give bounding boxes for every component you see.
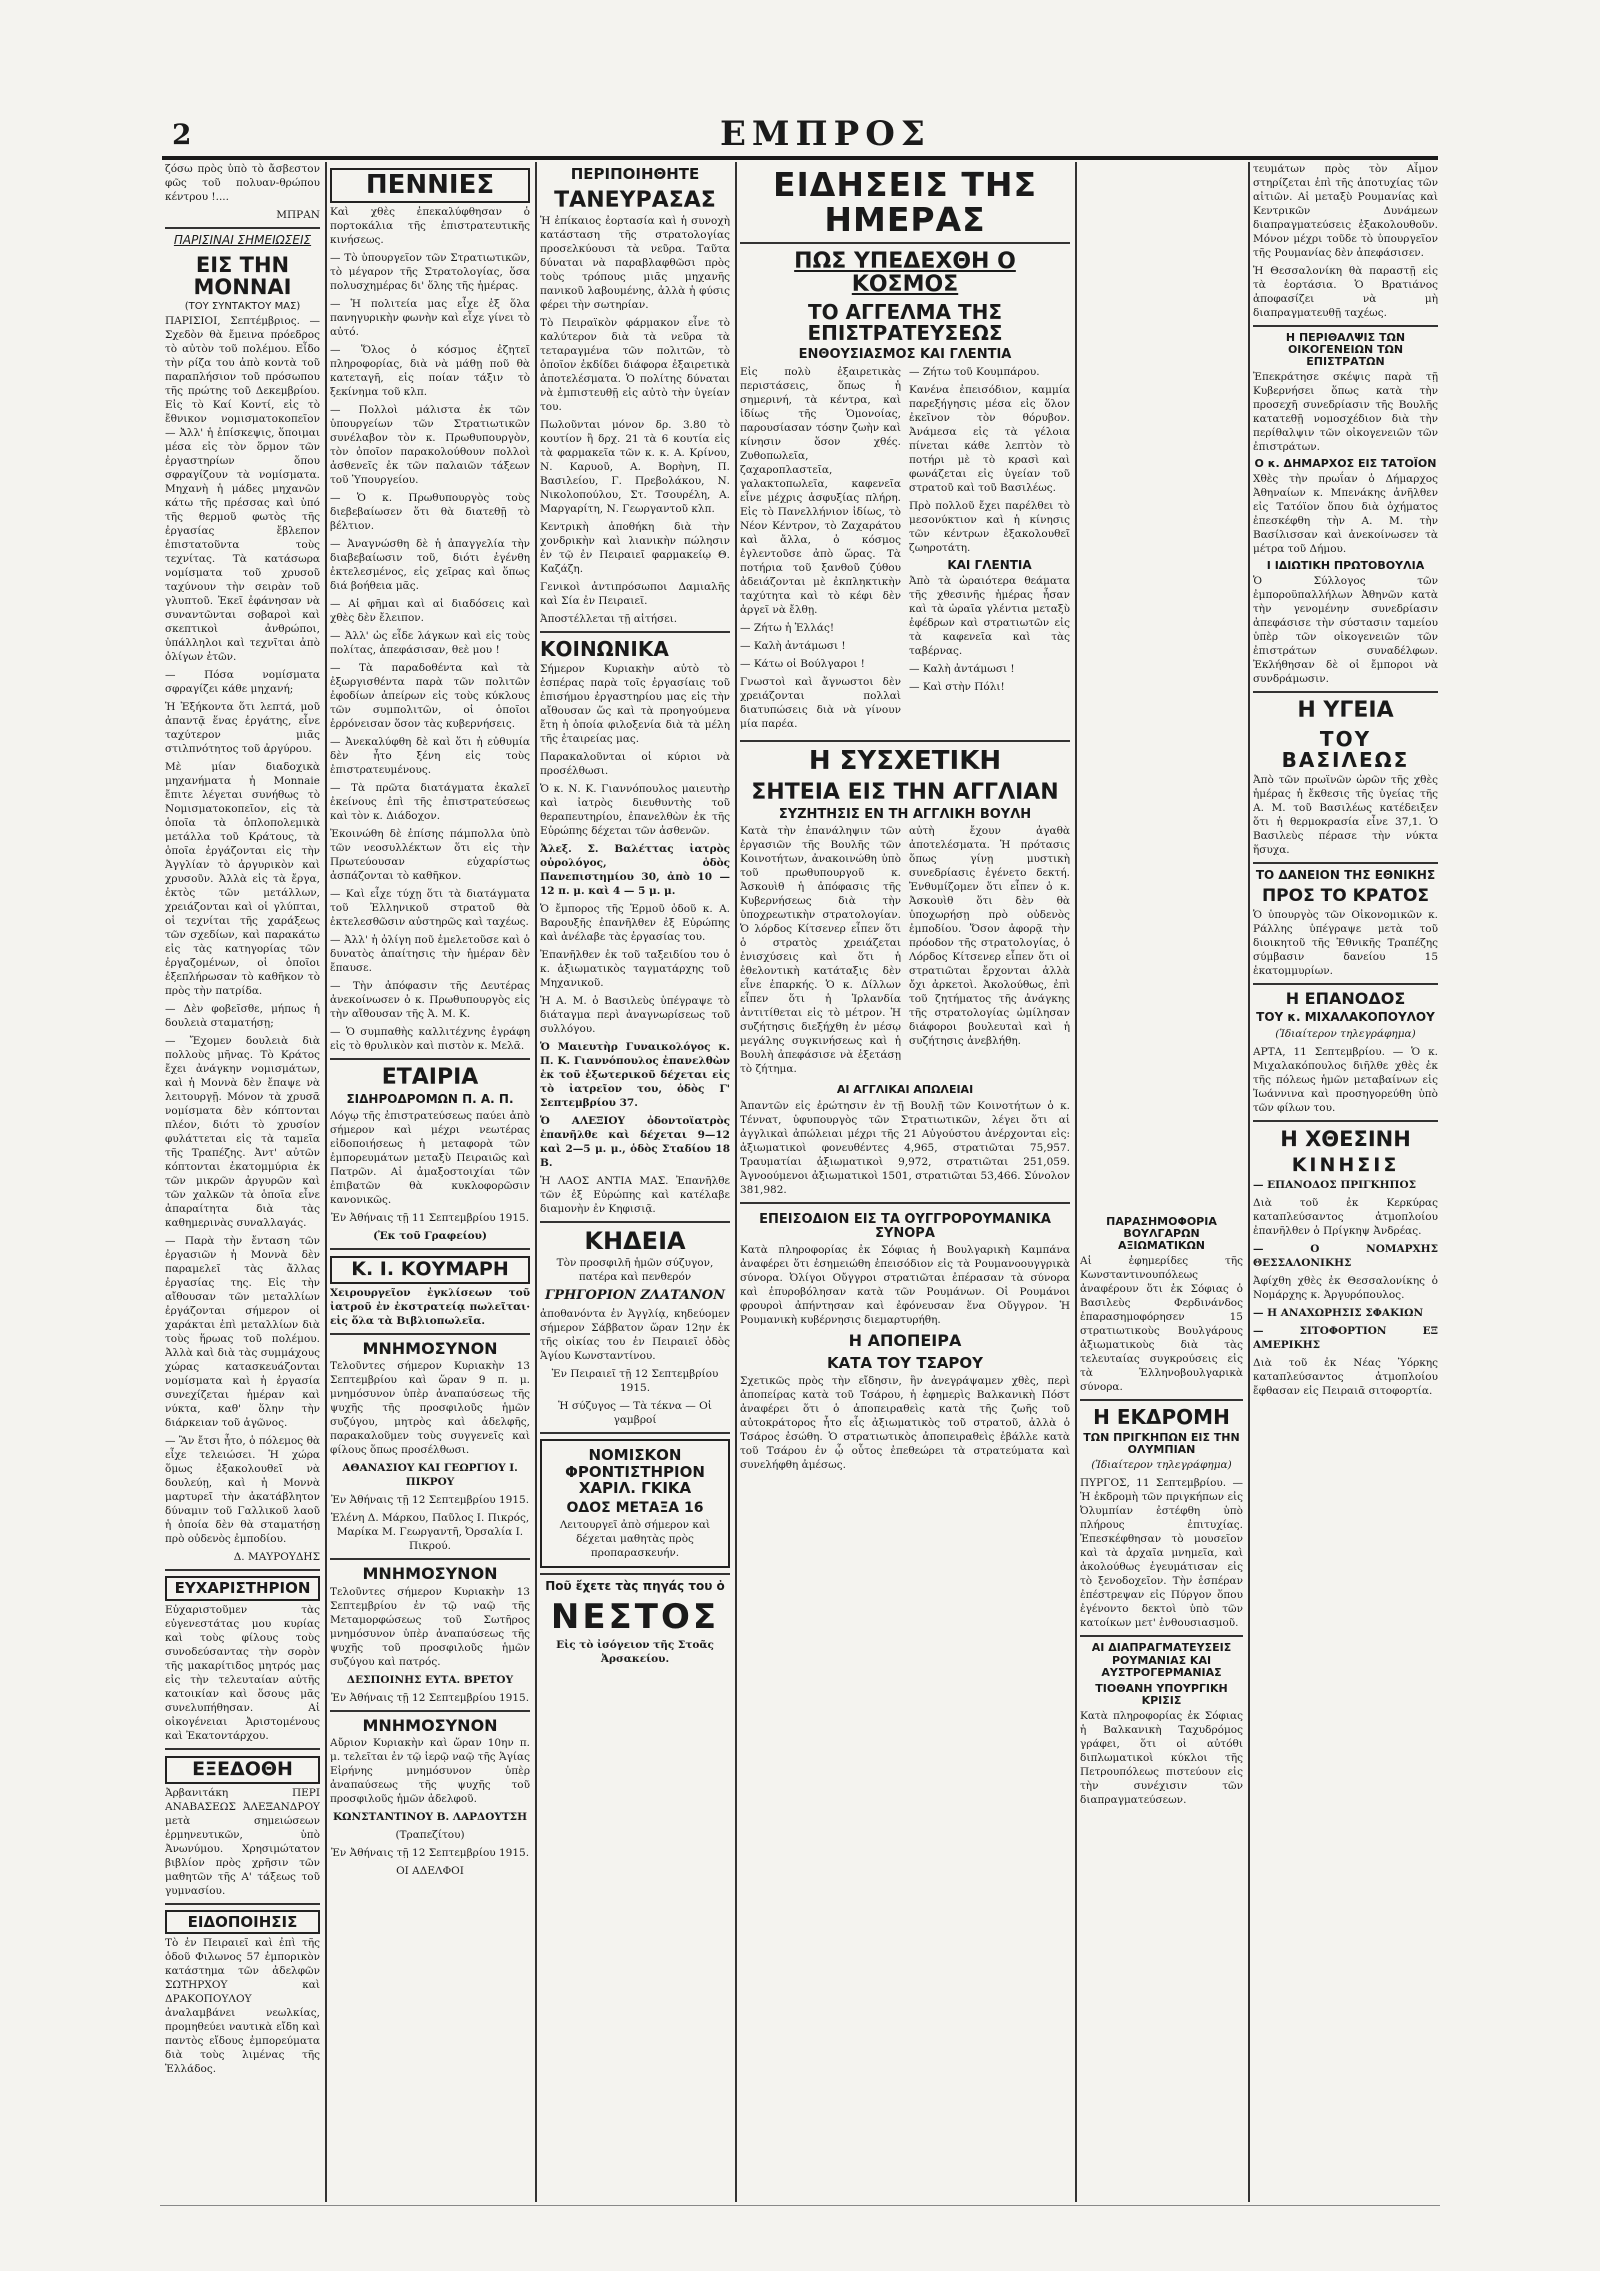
sub-headline: Ο κ. ΔΗΜΑΡΧΟΣ ΕΙΣ ΤΑΤΟΪΟΝ — [1254, 457, 1437, 471]
notice-title: ΕΙΔΟΠΟΙΗΣΙΣ — [165, 1910, 320, 1935]
article-body: Κατὰ πληροφορίας ἐκ Σόφιας ἡ Βουλγαρικὴ Καμπάνα ἀναφέρει ὅτι ἐσημειώθη ἐπεισόδιον εἰς τὰ Ρουμανοουγγρικὰ σύνορα. Ὀλίγοι Οὔγγροι στρατιῶται ἐπέρασαν τὰ σύνορα καὶ ἐπυροβόλησαν κατὰ τῶν Ρουμάνων. Οἱ Ρουμάνοι φρουροὶ ἀπήντησαν καὶ ἐφόνευσαν ἕνα Οὔγγρον. Ἡ Ρουμανικὴ κυβέρνησις διεμαρτυρήθη. — [740, 1244, 1070, 1327]
sub-headline: ΠΡΟΣ ΤΟ ΚΡΑΤΟΣ — [1261, 885, 1430, 906]
article-body: — Αἱ φῆμαι καὶ αἱ διαδόσεις καὶ χθὲς δὲν ἔλειπον. — [330, 598, 530, 625]
article-body: ΑΡΤΑ, 11 Σεπτεμβρίου. — Ὁ κ. Μιχαλακόπουλος διῆλθε χθὲς ἐκ τῆς πόλεως ἡμῶν μεταβαίνων εἰς Ἰωάννινα καὶ προσηγορεύθη ὑπὸ τῶν φίλων του. — [1253, 1045, 1438, 1114]
article-body: — Ἡ πολιτεία μας εἶχε ἐξ ὅλα πανηγυρικὴν φωνὴν καὶ εἶχε γίνει τὸ αὐτό. — [330, 298, 530, 339]
sub-headline: ΤΩΝ ΠΡΙΓΚΗΠΩΝ ΕΙΣ ΤΗΝ ΟΛΥΜΠΙΑΝ — [1083, 1431, 1240, 1457]
sub-headline: Ι ΙΔΙΩΤΙΚΗ ΠΡΩΤΟΒΟΥΛΙΑ — [1266, 559, 1425, 573]
article-body: — Τὴν ἀπόφασιν τῆς Δευτέρας ἀνεκοίνωσεν ὁ κ. Πρωθυπουργὸς εἰς τὴν αἴθουσαν τῆς Ἀ. Μ. Κ. — [330, 980, 530, 1021]
column-rule — [1075, 162, 1077, 2202]
article-body: Ἐκοινώθη δὲ ἐπίσης πάμπολλα ὑπὸ τῶν νεοσυλλέκτων ὅτι εἰς τὴν Πρωτεύουσαν εὐχαρίστως ἀσπάζονται τὸ καθῆκον. — [330, 828, 530, 883]
sub-headline: Η ΠΕΡΙΘΑΛΨΙΣ ΤΩΝ ΟΙΚΟΓΕΝΕΙΩΝ ΤΩΝ ΕΠΙΣΤΡΑΤΩΝ — [1285, 331, 1406, 369]
item-title: — Ο ΝΟΜΑΡΧΗΣ ΘΕΣΣΑΛΟΝΙΚΗΣ — [1253, 1242, 1438, 1269]
sub-headline: ΚΑΙ ΓΛΕΝΤΙΑ — [947, 557, 1032, 572]
article-body: Αἱ ἐφημερίδες τῆς Κωνσταντινουπόλεως ἀναφέρουν ὅτι ἐκ Σόφιας ὁ Βασιλεὺς Φερδινάνδος ἐπαρασημοφόρησεν 15 στρατιωτικοὺς Βουλγάρους ἀξιωματικοὺς διὰ τὰς τελευταίας συγκρούσεις εἰς τὰ Ἑλληνοβουλγαρικὰ σύνορα. — [1080, 1255, 1243, 1394]
sub-headline: ΤΟΥ ΒΑΣΙΛΕΩΣ — [1281, 726, 1410, 772]
sub-headline: Η ΧΘΕΣΙΝΗ — [1280, 1126, 1411, 1151]
column-rule — [1248, 162, 1250, 2202]
sub-headline: ΤΟ ΔΑΝΕΙΟΝ ΤΗΣ ΕΘΝΙΚΗΣ — [1255, 867, 1436, 882]
notice-signature: ΟΙ ΑΔΕΛΦΟΙ — [396, 1865, 464, 1878]
ad-headline: ΤΑΝΕΥΡΑΣΑΣ — [554, 187, 716, 213]
article-body: — Ὅλος ὁ κόσμος ἐζητεῖ πληροφορίας, διὰ νὰ μάθῃ ποῦ θὰ κατεταγῆ, εἰς ποίαν τάξιν τὸ ξεκίνημα τοῦ κλπ. — [330, 344, 530, 399]
article-body: — Πολλοὶ μάλιστα ἐκ τῶν ὑπουργείων τῶν Στρατιωτικῶν συνέλαβον τὸν κ. Πρωθυπουργὸν, τὸν ὁποῖον παρακολούθουν πολλοὶ ἀσθενεῖς ἐκ τῶν παλαιῶν τάξεων τοῦ Ὑπουργείου. — [330, 404, 530, 487]
article-body: — Ὁ κ. Πρωθυπουργὸς τοὺς διεβεβαίωσεν ὅτι θὰ διατεθῇ τὸ βέλτιον. — [330, 492, 530, 533]
article-body: ΠΥΡΓΟΣ, 11 Σεπτεμβρίου. — Ἡ ἐκδρομὴ τῶν πριγκήπων εἰς Ὀλυμπίαν ἐστέφθη ὑπὸ πλήρους ἐπιτυχίας. Ἐπεσκέφθησαν τὸ μουσεῖον καὶ τὰ ἀρχαῖα μνημεῖα, καὶ ἀκολούθως ἐγευμάτισαν εἰς τὸ ξενοδοχεῖον. Τὴν ἑσπέραν ἐπέστρεψαν εἰς Πύργον ὅπου ἐγένοντο δεκτοὶ ὑπὸ τῶν κατοίκων μετ' ἐνθουσιασμοῦ. — [1080, 1477, 1243, 1630]
article-body: τευμάτων πρὸς τὸν Αἶμον στηρίζεται ἐπὶ τῆς ἀποτυχίας τῶν αἰτιῶν. Αἱ μεταξὺ Ρουμανίας καὶ Κεντρικῶν Δυνάμεων διαπραγματεύσεις ἐξακολουθοῦν. Μόνον μέχρι τοῦδε τὸ ὑπουργεῖον τῆς Ρουμανίας δὲν ἀπεφάσισεν. — [1253, 163, 1438, 259]
article-body: Κατὰ τὴν ἐπανάληψιν τῶν ἐργασιῶν τῆς Βουλῆς τῶν Κοινοτήτων, ἀνακοινώθη ὑπὸ τοῦ πρωθυπουργοῦ κ. Ἀσκουὶθ ἡ ἀπόφασις τῆς Κυβερνήσεως διὰ τὴν ὑποχρεωτικὴν στρατολογίαν. Ὁ λόρδος Κίτσενερ εἶπεν ὅτι ὁ στρατὸς χρειάζεται ἐνισχύσεις καὶ ὅτι ἡ ἐθελοντικὴ κατάταξις δὲν εἶνε ἐπαρκής. Ὁ κ. Δίλλων εἶπεν ὅτι ἡ Ἰρλανδία ἀντιτίθεται εἰς τὸ μέτρον. Ἡ συζήτησις διεξήχθη ἐν μέσῳ μεγάλης συγκινήσεως καὶ ἡ Βουλὴ ἀπεφάσισε νὰ ἐξετάσῃ τὸ ζήτημα. — [740, 825, 901, 1076]
article-body: — Ἀλλ' ὡς εἶδε λάγκων καὶ εἰς τοὺς πολίτας, ἀπεφάσισαν, θεὲ μου ! — [330, 630, 530, 657]
article-body: Κατὰ πληροφορίας ἐκ Σόφιας ἡ Βαλκανικὴ Ταχυδρόμος γράφει, ὅτι οἱ αὐτόθι διπλωματικοὶ κύκλοι τῆς Πετρουπόλεως πιστεύουν εἰς τὴν συνέχισιν τῶν διαπραγματεύσεων. — [1080, 1709, 1243, 1806]
news-headline: ΤΟ ΑΓΓΕΛΜΑ ΤΗΣ ΕΠΙΣΤΡΑΤΕΥΣΕΩΣ — [807, 300, 1003, 346]
notice-body: Τελοῦντες σήμερον Κυριακὴν 13 Σεπτεμβρίου ἐν τῷ ναῷ τῆς Μεταμορφώσεως τοῦ Σωτῆρος μνημόσυνον ὑπὲρ ἀναπαύσεως τῆς ψυχῆς τοῦ προσφιλοῦς ἡμῶν συζύγου καὶ πατρός. — [330, 1585, 530, 1668]
notice-title: ΜΝΗΜΟΣΥΝΟΝ — [362, 1715, 498, 1735]
article-body: Ἀπὸ τῶν πρωϊνῶν ὡρῶν τῆς χθὲς ἡμέρας ἡ ἔκθεσις τῆς ὑγείας τῆς Α. Μ. τοῦ Βασιλέως κατέδειξεν ὅτι ἡ θερμοκρασία εἶνε 37,1. Ὁ Βασιλεὺς πέρασε τὴν νύκτα ἥσυχα. — [1253, 773, 1438, 856]
sub-headline: ΚΙΝΗΣΙΣ — [1291, 1153, 1400, 1176]
ad-body: Κεντρικὴ ἀποθήκη διὰ τὴν χονδρικὴν καὶ λιανικὴν πώλησιν ἐν τῷ ἐν Πειραιεῖ φαρμακείῳ Θ. Καζάζη. — [540, 520, 730, 575]
section-headline: ΚΗΔΕΙΑ — [584, 1226, 686, 1255]
article-body: — Καλὴ ἀντάμωσι ! — [909, 662, 1015, 675]
byline: (ΤΟΥ ΣΥΝΤΑΚΤΟΥ ΜΑΣ) — [184, 300, 301, 312]
article-body: Καὶ χθὲς ἐπεκαλύφθησαν ὁ πορτοκάλια τῆς ἐπιστρατευτικῆς κινήσεως. — [330, 206, 530, 247]
article-body: — Ζήτω τοῦ Κουμπάρου. — [909, 365, 1040, 378]
article-body: — Ζήτω ἡ Ἑλλάς! — [740, 621, 835, 634]
sub-headline: ΤΙΟΘΑΝΗ ΥΠΟΥΡΓΙΚΗ ΚΡΙΣΙΣ — [1095, 1681, 1228, 1707]
news-subheadline: ΕΝΘΟΥΣΙΑΣΜΟΣ ΚΑΙ ΓΛΕΝΤΙΑ — [798, 347, 1012, 363]
article-body: — Παρὰ τὴν ἔνταση τῶν ἐργασιῶν ἡ Μοννὰ δὲν παραμελεῖ τὰς ἄλλας ἐργασίας της. Εἰς τὴν αἴθουσαν τῶν μεταλλίων ἐργάζονται σήμερον οἱ χαράκται ἐπὶ μεταλλίων διὰ τοὺς ἥρωας τοῦ πολέμου. Ἀλλὰ καὶ διὰ τὰς συμμάχους χώρας κατασκευάζονται νομίσματα καὶ ἡ ἐργασία συνεχίζεται ἡμέραν καὶ νύκτα, καθ' ὅλην τὴν διάρκειαν τοῦ ἀγῶνος. — [165, 1235, 320, 1430]
article-body: — Καὶ εἶχε τύχῃ ὅτι τὰ διατάγματα τοῦ Ἐλληνικοῦ στρατοῦ θὰ ἐκτελεσθῶσιν αὐστηρῶς καὶ ταχέως. — [330, 888, 530, 929]
ad-kicker: ΠΕΡΙΠΟΙΗΘΗΤΕ — [570, 165, 700, 183]
article-body: — Ὁ συμπαθὴς καλλιτέχνης ἐγράφη εἰς τὸ θρυλικὸν καὶ πιστὸν κ. Μελᾶ. — [330, 1026, 530, 1053]
notice-body: Ἀρβανιτάκη ΠΕΡΙ ΑΝΑΒΑΣΕΩΣ ἈΛΕΞΑΝΔΡΟΥ μετὰ σημειώσεων ἐρμηνευτικῶν, ὑπὸ Ἀνωνύμου. Χρησιμώτατον βιβλίον πρὸς χρῆσιν τῶν μαθητῶν τῆς Α' τάξεως τοῦ γυμνασίου. — [165, 1786, 320, 1897]
notice-title: ΕΞΕΔΟΘΗ — [165, 1756, 320, 1784]
article-body: — Δὲν φοβεῖσθε, μήπως ἡ δουλειὰ σταματήσῃ; — [165, 1003, 320, 1030]
funeral-date: Ἐν Πειραιεῖ τῇ 12 Σεπτεμβρίου 1915. — [551, 1368, 719, 1395]
funeral-intro: Τὸν προσφιλῆ ἡμῶν σύζυγον, πατέρα καὶ πενθερόν — [556, 1256, 714, 1283]
notice-names: ΚΩΝΣΤΑΝΤΙΝΟΥ Β. ΛΑΡΔΟΥΤΣΗ — [333, 1811, 527, 1824]
ad-kicker: Ποῦ ἔχετε τὰς πηγάς του ὁ — [545, 1579, 725, 1594]
ad-body: Λειτουργεῖ ἀπὸ σήμερον καὶ δέχεται μαθητὰς πρὸς προπαρασκευήν. — [559, 1519, 711, 1560]
article-body: — Ἀναγνώσθη δὲ ἡ ἀπαγγελία τὴν διαβεβαίωσιν τοῦ, διότι ἐγένθη ἐκτελεσμένος, εἰς χεῖρας καὶ ὅπως διά βοήθεια μᾶς. — [330, 538, 530, 593]
article-body: Ὁ ἔμπορος τῆς Ἑρμοῦ ὁδοῦ κ. Α. Βαρουξῆς ἐπανῆλθεν ἐξ Εὐρώπης καὶ ἀνέλαβε τὰς ἐργασίας του. — [540, 902, 730, 943]
article-body: ΠΑΡΙΣΙΟΙ, Σεπτέμβριος. — Σχεδὸν θὰ ἔμεινα πρόεδρος τὸ αὐτὸν τοῦ πολέμου. Εἶδο τὴν ρίζα του ἀπὸ κοντὰ τοῦ παραπλήσιον τοῦ πρόσωπου τῆς πρώτης τοῦ Δεκεμβρίου. Εἰς τὸ Καί Κοντί, εἰς τὸ ἔθνικον νομισματοκοπεῖον — Ἀλλ' ἡ ἐπίσκεψις, ὅποιμαι μέσα εἰς τὸν ὅρμον τῶν ἐργαστηρίων ὅπου σφραγίζουν τὰ νομίσματα. Μηχανὴ ἡ μάδες μηχανῶν κάτω τῆς πρέσσας καὶ ὑπό τῆς θερμοῦ φωτὸς τῆς ἐργασίας ἔβλεπον ἐπιστατοῦντα τοὺς τεχνίτας. Τὰ κατάσωρα νομίσματα τοῦ χρυσοῦ ταχύνουν τὴν σειρὰν τοῦ γλυπτοῦ. Ἐκεῖ ἐφάνησαν νὰ συναντῶνται σοβαροὶ καὶ σκεπτικοὶ ἀνθρώποι, ὑπάλληλοι καὶ τεχνῖται ἀπὸ ὀλίγων ἐτῶν. — [165, 315, 320, 664]
author-signature: Δ. ΜΑΥΡΟΥΔΗΣ — [233, 1551, 320, 1564]
article-body: — Καὶ στὴν Πόλι! — [909, 680, 1005, 693]
top-rule — [162, 156, 1438, 160]
notice-date: Ἐν Ἀθήναις τῇ 12 Σεπτεμβρίου 1915. — [330, 1494, 530, 1507]
notice-signature: (Ἐκ τοῦ Γραφείου) — [373, 1229, 487, 1242]
article-body: Μὲ μίαν διαδοχικὰ μηχανήματα ἡ Monnaie ἔπιτε λέγεται συνήθως τὸ Νομισματοκοπεῖον, εἰς τὰ ὁποῖα τὰ ὀπλοπολεμικὰ μετάλλα τοῦ Κράτους, τὰ ὁποῖα ἐργάζονται εἰς τὴν Ἀγγλίαν τὸ ἀργυρικὸν καὶ χρυσοῦν. Ἀλλὰ εἰς τὰ ἔργα, ἐκτὸς τῶν μετάλλων, χρειάζονται καὶ οἱ γλύπται, οἱ τεχνίται τῆς χαράξεως τῶν σχεδίων, καὶ παρακάτω εἰς τὰς κατηγορίας τῶν ἐργαζομένων, οἱ ὁποῖοι ἐξεπλήρωσαν τὸ καθῆκον τὸ πρὸς τὴν πατρίδα. — [165, 761, 320, 998]
sub-headline: ΑΙ ΔΙΑΠΡΑΓΜΑΤΕΥΣΕΙΣ ΡΟΥΜΑΝΙΑΣ ΚΑΙ ΑΥΣΤΡΟΓΕΡΜΑΝΙΑΣ — [1091, 1641, 1232, 1679]
article-body: Γνωστοὶ καὶ ἄγνωστοι δὲν χρειάζονται πολλαὶ διατυπώσεις διὰ νὰ γίνουν μία παρέα. — [740, 675, 901, 730]
article-body: Ὁ ΑΛΕΞΙΟΥ ὀδοντοϊατρὸς ἐπανῆλθε καὶ δέχεται 9—12 καὶ 2—5 μ. μ., ὁδὸς Σταδίου 18 Β. — [540, 1114, 730, 1169]
ad-body: Τὸ Πειραϊκὸν φάρμακον εἶνε τὸ καλύτερον διὰ τὰ νεῦρα τὰ τεταραγμένα τῶν πολιτῶν, τὸ ὁποῖον ἐκδίδει διάφορα ἐξαιρετικὰ ἀποτελέσματα. Ὁ πολίτης δύναται νὰ ἐμπιστευθῇ εἰς αὐτὸ τὴν ὑγείαν του. — [540, 316, 730, 413]
notice-body: Λόγῳ τῆς ἐπιστρατεύσεως παύει ἀπὸ σήμερον καὶ μέχρι νεωτέρας εἰδοποιήσεως ἡ μεταφορὰ τῶν ἐμπορευμάτων μεταξὺ Πειραιῶς καὶ Πατρῶν. Αἱ ἀμαξοστοιχίαι τῶν ἐπιβατῶν θὰ κυκλοφορῶσιν κανονικῶς. — [330, 1109, 530, 1206]
article-body: Σχετικῶς πρὸς τὴν εἴδησιν, ἣν ἀνεγράψαμεν χθὲς, περὶ ἀποπείρας κατὰ τοῦ Τσάρου, ἡ ἐφημερὶς Βαλκανικὴ Πόστ ἀναφέρει ὅτι ὁ ἀποπειραθεὶς κατὰ τῆς ζωῆς τοῦ αὐτοκράτορος ἦτο εἷς ἀξιωματικὸς τοῦ στρατοῦ, ἀλλὰ ὁ Τσάρος ἐσώθη. Ὁ στρατιωτικὸς ἀποπειραθεὶς ἐβάλλε κατὰ τοῦ Τσάρου ἐν ᾧ οὗτος ἐπεθεώρει τὰ στρατεύματα καὶ συνελήφθη ἀμέσως. — [740, 1374, 1070, 1471]
notice-names: ΑΘΑΝΑΣΙΟΥ ΚΑΙ ΓΕΩΡΓΙΟΥ Ι. ΠΙΚΡΟΥ — [342, 1462, 518, 1489]
ad-body: Ἡ ἐπίκαιος ἐορτασία καὶ ἡ συνοχὴ κατάσταση τῆς στρατολογίας προσελκύουσι τὰ νεῦρα. Ταῦτα δύναται νὰ παραβλαφθῶσι πρὸς τοὺς τρόπους μιᾶς μηχανῆς πανικοῦ λαβουμένης, ἀλλὰ ἡ φύσις φέρει τὴν σωτηρίαν. — [540, 214, 730, 311]
article-body: Ἐπεκράτησε σκέψις παρὰ τῇ Κυβερνήσει ὅπως κατὰ τὴν προσεχῆ συνεδρίασιν τῆς Βουλῆς κατατεθῇ νομοσχέδιον διὰ τὴν περίθαλψιν τῶν οἰκογενειῶν τῶν ἐπιστράτων. — [1253, 371, 1438, 454]
column-rule — [535, 162, 537, 2202]
notice-title: ΕΤΑΙΡΙΑ — [381, 1065, 479, 1091]
sub-headline: Η ΕΠΑΝΟΔΟΣ — [1285, 988, 1406, 1008]
ad-body: Γενικοὶ ἀντιπρόσωποι Δαμιαλῆς καὶ Σία ἐν Πειραιεῖ. — [540, 580, 730, 607]
news-headline: Η ΣΥΣΧΕΤΙΚΗ — [808, 745, 1002, 776]
article-body: Ἀπαντῶν εἰς ἐρώτησιν ἐν τῇ Βουλῇ τῶν Κοινοτήτων ὁ κ. Τέννατ, ὑφυπουργὸς τῶν Στρατιωτικῶν, λέγει ὅτι αἱ ἀγγλικαὶ ἀπώλειαι μέχρι τῆς 21 Αὐγούστου ἀνέρχονται εἰς: ἀξιωματικοὶ φονευθέντες 4,965, στρατιῶται 75,957. Τραυματίαι ἀξιωματικοὶ 9,972, στρατιῶται 251,059. Ἀγνοούμενοι ἀξιωματικοὶ 1501, στρατιῶται 53,466. Σύνολον 381,982. — [740, 1099, 1070, 1196]
sub-headline: ΑΙ ΑΓΓΛΙΚΑΙ ΑΠΩΛΕΙΑΙ — [836, 1083, 974, 1097]
article-body: Ὁ Μαιευτὴρ Γυναικολόγος κ. Π. Κ. Γιαννόπουλος ἐπανελθὼν ἐκ τοῦ ἐξωτερικοῦ δέχεται εἰς τὸ ἰατρεῖον του, ὁδὸς Γ' Σεπτεμβρίου 37. — [540, 1040, 730, 1109]
intro-sign: ΜΠΡΑΝ — [276, 209, 320, 221]
item-title: — ΣΙΤΟΦΟΡΤΙΟΝ ΕΞ ΑΜΕΡΙΚΗΣ — [1253, 1324, 1438, 1351]
article-body: Διὰ τοῦ ἐκ Νέας Ὑόρκης καταπλεύσαντος ἀτμοπλοίου ἔφθασαν εἰς Πειραιᾶ σιτοφορτία. — [1253, 1356, 1438, 1397]
funeral-family: Ἡ σύζυγος — Τὰ τέκνα — Οἱ γαμβροί — [558, 1400, 712, 1427]
notice-date: Ἐν Ἀθήναις τῇ 12 Σεπτεμβρίου 1915. — [330, 1691, 530, 1704]
article-body: — Τὰ πρῶτα διατάγματα ἐκαλεῖ ἐκείνους ἐπὶ τῆς ἐπιστρατεύσεως καὶ τὸν κ. Διάδοχον. — [330, 782, 530, 823]
ad-body: Εἰς τὸ ἰσόγειον τῆς Στοᾶς Ἀρσακείου. — [556, 1638, 714, 1665]
ad-title: ΝΟΜΙΣΚΟΝ ΦΡΟΝΤΙΣΤΗΡΙΟΝ ΧΑΡΙΛ. ΓΚΙΚΑ — [565, 1446, 705, 1498]
column-rule — [325, 162, 327, 2202]
notice-body: Χειρουργεῖον ἐγκλίσεων τοῦ ἰατροῦ ἐν ἐκστρατείᾳ πωλεῖται· εἰς ὅλα τὰ Βιβλιοπωλεῖα. — [330, 1286, 530, 1327]
section-headline: ΚΟΙΝΩΝΙΚΑ — [540, 636, 669, 661]
news-headline: ΠΩΣ ΥΠΕΔΕΧΘΗ Ο ΚΟΣΜΟΣ — [794, 249, 1016, 298]
article-body: Κανένα ἐπεισόδιον, καμμία παρεξήγησις μέσα εἰς ὅλον ἐκεῖνον τὸν θόρυβον. Ἀνάμεσα εἰς τὰ γέλοια πίνεται κάθε λεπτὸν τὸ ποτήρι μὲ τὸ κρασὶ καὶ φωνάζεται εἰς ὑγείαν τοῦ στρατοῦ καὶ τοῦ Βασιλέως. — [909, 383, 1070, 494]
ad-title: ΝΕΣΤΟΣ — [550, 1596, 720, 1637]
bottom-rule — [160, 2205, 1440, 2206]
article-body: — Ἂν ἔτσι ἦτο, ὁ πόλεμος θὰ εἶχε τελειώσει. Ἡ χώρα ὅμως ἐξακολουθεῖ νὰ δουλεύῃ, καὶ ἡ Μοννὰ μαρτυρεῖ τὴν ἀκατάβλητον δύναμιν τοῦ Γαλλικοῦ λαοῦ ἡ ὁποία δὲν θὰ σταματήσῃ πρὸ οὐδενὸς ἐμποδίου. — [165, 1435, 320, 1546]
byline: (Ἰδιαίτερον τηλεγράφημα) — [1275, 1027, 1416, 1040]
column-3 — [540, 162, 730, 2202]
article-body: Ἡ Ἐξήκοντα ὅτι λεπτά, μοῦ ἀπαντᾷ ἕνας ἐργάτης, εἶνε ταχύτερον μιᾶς στιλπνότητος τοῦ ἀργύρου. — [165, 701, 320, 756]
notice-title: ΕΥΧΑΡΙΣΤΗΡΙΟΝ — [165, 1576, 320, 1601]
section-label: ΠΑΡΙΣΙΝΑΙ ΣΗΜΕΙΩΣΕΙΣ — [173, 233, 312, 247]
notice-names: ΔΕΣΠΟΙΝΗΣ ΕΥΤΑ. ΒΡΕΤΟΥ — [346, 1673, 514, 1686]
sub-headline: Η ΑΠΟΠΕΙΡΑ — [848, 1331, 962, 1351]
notice-body: Τὸ ἐν Πειραιεῖ καὶ ἐπὶ τῆς ὁδοῦ Φιλωνος 57 ἐμπορικὸν κατάστημα τῶν ἀδελφῶν ΣΩΤΗΡΧΟΥ καὶ ΔΡΑΚΟΠΟΥΛΟΥ ἀναλαμβάνει νεωλκίας, προμηθεύει ναυτικὰ εἴδη καὶ παντὸς εἴδους ἐμπορεύματα διὰ τοὺς λιμένας τῆς Ἑλλάδος. — [165, 1937, 320, 2076]
notice-subtitle: ΣΙΔΗΡΟΔΡΟΜΩΝ Π. Α. Π. — [346, 1092, 514, 1107]
notice-title: ΜΝΗΜΟΣΥΝΟΝ — [362, 1338, 498, 1358]
notice-date: Ἐν Ἀθήναις τῇ 11 Σεπτεμβρίου 1915. — [330, 1211, 530, 1224]
funeral-body: ἀποθανόντα ἐν Ἀγγλίᾳ, κηδεύομεν σήμερον Σάββατον ὥραν 12ην ἐκ τῆς οἰκίας του ἐν Πειραιεῖ ὁδὸς Ἁγίου Κωνσταντίνου. — [540, 1308, 730, 1363]
item-title: — ΕΠΑΝΟΔΟΣ ΠΡΙΓΚΗΠΟΣ — [1253, 1178, 1417, 1191]
article-body: Ὁ κ. Ν. Κ. Γιαννόπουλος μαιευτὴρ καὶ ἰατρὸς διευθυντὴς τοῦ θεραπευτηρίου, ἐπανελθὼν ἐκ τῆς Εὐρώπης δέχεται τῶν ἀσθενῶν. — [540, 782, 730, 837]
byline: (Ἰδιαίτερον τηλεγράφημα) — [1091, 1459, 1232, 1472]
article-body: Ἀφίχθη χθὲς ἐκ Θεσσαλονίκης ὁ Νομάρχης κ. Ἀργυρόπουλος. — [1253, 1274, 1438, 1301]
article-body: — Ἔχομεν δουλειὰ διὰ πολλοὺς μῆνας. Τὸ Κράτος ἔχει ἀνάγκην νομισμάτων, καὶ ἡ Μοννὰ δὲν ἔπαψε νὰ λειτουργῇ. Μόνον τὰ χρυσᾶ νομίσματα δὲν κόπτονται πλέον, διότι τὸ χρυσίον φυλάττεται εἰς τὰ ταμεῖα τῆς Τραπέζης. Ἀντ' αὐτῶν κόπτονται ἐκατομμύρια ἐκ τῶν μικρῶν ἀργυρῶν καὶ τῶν χαλκῶν τὰ ὁποῖα εἶνε ἀπαραίτητα διὰ τὰς καθημερινὰς συναλλαγάς. — [165, 1035, 320, 1230]
item-title: — Η ΑΝΑΧΩΡΗΣΙΣ ΣΦΑΚΙΩΝ — [1253, 1306, 1424, 1319]
notice-title: ΜΝΗΜΟΣΥΝΟΝ — [362, 1564, 498, 1584]
article-body: αὐτὴ ἔχουν ἀγαθὰ ἀποτελέσματα. Ἡ πρότασις ὅπως γίνῃ μυστικὴ συνεδρίασις ἐγένετο δεκτή. Ἐνθυμίζομεν ὅτι εἶπεν ὁ κ. Ἀσκουὶθ ὅτι δὲν θὰ ὑποχωρήσῃ πρὸ οὐδενὸς ἐμποδίου. Ὅσον ἀφορᾷ τὴν πρόοδον τῆς στρατολογίας, ὁ Λόρδος Κίτσενερ εἶπεν ὅτι οἱ στρατιῶται ἔρχονται ἀλλὰ ὄχι ἀρκετοὶ. Ἀκολούθως, ἐπὶ τοῦ ζητήματος τῆς ἀνάγκης τῆς στρατολογίας ὡμίλησαν διάφοροι βουλευταὶ καὶ ἡ συζήτησις ἀνεβλήθη. — [909, 825, 1070, 1048]
column-rule — [735, 162, 737, 2202]
article-body: — Πόσα νομίσματα σφραγίζει κάθε μηχανή; — [165, 669, 320, 696]
article-body: — Ἀλλ' ἡ ὀλίγη ποῦ ἐμελετοῦσε καὶ ὁ δυνατὸς ἀπαίτησις τὴν ἡμέραν δὲν ἔπαυσε. — [330, 934, 530, 975]
sub-headline: ΠΑΡΑΣΗΜΟΦΟΡΙΑ ΒΟΥΛΓΑΡΩΝ ΑΞΙΩΜΑΤΙΚΩΝ — [1106, 1215, 1217, 1253]
ad-body: Ἀποστέλλεται τῇ αἰτήσει. — [540, 612, 678, 625]
notice-body: Τελοῦντες σήμερον Κυριακὴν 13 Σεπτεμβρίου καὶ ὥραν 9 π. μ. μνημόσυνον ὑπὲρ ἀναπαύσεως τῆς ψυχῆς τῆς προσφιλοῦς ἡμῶν συζύγου, μητρὸς καὶ ἀδελφῆς, παρακαλοῦμεν τοὺς συγγενεῖς καὶ φίλους ὅπως προσέλθωσι. — [330, 1360, 530, 1457]
notice-body: Εὐχαριστοῦμεν τὰς εὐγενεστάτας μου κυρίας καὶ τοὺς φίλους τοὺς συνοδεύσαντας τὴν σορὸν τῆς μακαρίτιδος μητρός μας εἰς τὴν τελευταίαν αὐτῆς κατοικίαν καὶ ὅσους μᾶς συνελυπήθησαν. Αἱ οἰκογένειαι Ἀριστομένους καὶ Ἐκατοντάρχου. — [165, 1603, 320, 1742]
notice-date: Ἐν Ἀθήναις τῇ 12 Σεπτεμβρίου 1915. — [330, 1847, 530, 1860]
article-body: Ἐπανῆλθεν ἐκ τοῦ ταξειδίου του ὁ κ. ἀξιωματικὸς ταγματάρχης τοῦ Μηχανικοῦ. — [540, 948, 730, 989]
article-body: Ἡ ΛΑΟΣ ΑΝΤΙΑ ΜΑΣ. Ἐπανῆλθε τῶν ἐξ Εὐρώπης καὶ κατέλαβε διαμονὴν ἐν Κηφισιᾷ. — [540, 1174, 730, 1215]
sub-headline: ΤΟΥ κ. ΜΙΧΑΛΑΚΟΠΟΥΛΟΥ — [1256, 1010, 1435, 1025]
article-body: — Τὸ ὑπουργεῖον τῶν Στρατιωτικῶν, τὸ μέγαρον τῆς Στρατολογίας, ὅσα πολυσχημέρας δι' ὅλης τῆς ἡμέρας. — [330, 252, 530, 293]
ad-body: Πωλοῦνται μόνον δρ. 3.80 τὸ κουτίον ἢ δρχ. 21 τὰ 6 κουτία εἰς τὰ φαρμακεῖα τῶν κ. κ. Α. Κρίνου, Ν. Καρυοῦ, Α. Βορὴνη, Π. Βασιλείου, Γ. Πρεβολάκου, Ν. Νικολοπούλου, Στ. Τσουρέλη, Α. Μαργαρίτη, Ν. Γεωργαντοῦ κλπ. — [540, 418, 730, 515]
column-6 — [1253, 162, 1438, 2202]
article-body: Διὰ τοῦ ἐκ Κερκύρας καταπλεύσαντος ἀτμοπλοίου ἐπανῆλθεν ὁ Πρίγκηψ Ἀνδρέας. — [1253, 1196, 1438, 1237]
notice-family: Ἑλένη Δ. Μάρκου, Παῦλος Ι. Πικρός, Μαρίκα Μ. Γεωργαντῆ, Ὀρσαλία Ι. Πικρού. — [330, 1512, 530, 1553]
news-headline: ΣΗΤΕΙΑ ΕΙΣ ΤΗΝ ΑΓΓΛΙΑΝ — [751, 780, 1059, 806]
column-5 — [1080, 162, 1243, 2202]
article-body: — Ἀνεκαλύφθη δὲ καὶ ὅτι ἡ εὐθυμία δὲν ἦτο ξένη εἰς τοὺς ἐπιστρατευμένους. — [330, 736, 530, 777]
article-body: — Τὰ παραδοθέντα καὶ τὰ ἐξωργισθέντα παρὰ τῶν πολιτῶν ἐφοδίων ἀπείρων εἰς τοὺς κύκλους τῶν συμπολιτῶν, οἱ ὁποῖοι ἐρρόνεισαν ὅσον τὰς κυβερνήσεις. — [330, 662, 530, 731]
article-body: Ἡ Α. Μ. ὁ Βασιλεὺς ὑπέγραψε τὸ διάταγμα περὶ ἀναγνωρίσεως τοῦ συλλόγου. — [540, 994, 730, 1035]
masthead: ΕΜΠΡΟΣ — [720, 114, 931, 154]
article-body: Ἡ Θεσσαλονίκη θὰ παραστῇ εἰς τὰ ἑορτάσια. Ὁ Βρατιάνος ἀποφασίζει νὰ μὴ διαπραγματευθῇ ταχέως. — [1253, 265, 1438, 319]
article-body: — Καλὴ ἀντάμωσι ! — [740, 639, 846, 652]
article-body: Σήμερον Κυριακὴν αὐτὸ τὸ ἑσπέρας παρὰ τοῖς ἐργασίαις τοῦ ἐπισήμου ἐργαστηρίου μας εἰς τὴν αἴθουσαν ὥς καὶ τὰ προηγούμενα ἔτη ἡ ὁποία φιλοξενία διὰ τὰ μέλη τῆς ἑταιρείας μας. — [540, 662, 730, 745]
column-1 — [165, 162, 320, 2202]
article-body: Ἀλεξ. Σ. Βαλέττας ἰατρὸς οὐρολόγος, ὁδὸς Πανεπιστημίου 30, ἀπὸ 10 — 12 π. μ. καὶ 4 — 5 μ. μ. — [540, 842, 730, 897]
intro-text: ζόσω πρὸς ὑπὸ τὸ ἄσβεστον φῶς τοῦ πολυαν-θρώπου κέντρου !.... — [165, 163, 320, 203]
page-number: 2 — [172, 118, 192, 151]
column-2 — [330, 162, 530, 2202]
article-body: Παρακαλοῦνται οἱ κύριοι νὰ προσέλθωσι. — [540, 750, 730, 777]
sub-headline: ΚΑΤΑ ΤΟΥ ΤΣΑΡΟΥ — [826, 1353, 984, 1372]
sub-headline: Η ΥΓΕΙΑ — [1297, 698, 1394, 724]
sub-headline: ΕΠΕΙΣΟΔΙΟΝ ΕΙΣ ΤΑ ΟΥΓΓΡΟΡΟΥΜΑΝΙΚΑ ΣΥΝΟΡΑ — [759, 1211, 1051, 1241]
news-banner: ΕΙΔΗΣΕΙΣ ΤΗΣ ΗΜΕΡΑΣ — [772, 165, 1038, 239]
ad-subtitle: ΟΔΟΣ ΜΕΤΑΞΑ 16 — [566, 1499, 704, 1516]
column-4 — [740, 162, 1070, 2202]
article-body: Χθὲς τὴν πρωΐαν ὁ Δήμαρχος Ἀθηναίων κ. Μπενάκης ἀνῆλθεν εἰς Τατόϊον ὅπου διὰ ὀχήματος ἐπεσκέφθη τὴν Α. Μ. τὴν Βασίλισσαν καὶ ἀνεκοίνωσεν τὰ μέτρα τοῦ Δήμου. — [1253, 473, 1438, 556]
news-subheadline: ΣΥΖΗΤΗΣΙΣ ΕΝ ΤΗ ΑΓΓΛΙΚΗ ΒΟΥΛΗ — [778, 807, 1032, 823]
article-headline: ΠΕΝΝΙΕΣ — [330, 168, 530, 203]
article-body: Ὁ ὑπουργὸς τῶν Οἰκονομικῶν κ. Ράλλης ὑπέγραψε μετὰ τοῦ διοικητοῦ τῆς Ἐθνικῆς Τραπέζης σύμβασιν δανείου 15 ἑκατομμυρίων. — [1253, 908, 1438, 977]
sub-headline: Η ΕΚΔΡΟΜΗ — [1093, 1405, 1230, 1430]
article-body: Πρὸ πολλοῦ ἔχει παρέλθει τὸ μεσονύκτιον καὶ ἡ κίνησις τῶν κέντρων ἐξακολουθεῖ ζωηροτάτη. — [909, 499, 1070, 554]
article-body: Ἀπὸ τὰ ὡραιότερα θεάματα τῆς χθεσινῆς ἡμέρας ἦσαν καὶ τὰ ὡραῖα γλέντια μεταξὺ ἐφέδρων καὶ στρατιωτῶν εἰς τὰ καφενεῖα καὶ τὰς ταβέρνας. — [909, 574, 1070, 657]
notice-title: Κ. Ι. ΚΟΥΜΑΡΗ — [330, 1256, 530, 1284]
notice-body: Αὔριον Κυριακὴν καὶ ὥραν 10ην π. μ. τελεῖται ἐν τῷ ἱερῷ ναῷ τῆς Ἁγίας Εἰρήνης μνημόσυνον ὑπὲρ ἀναπαύσεως τῆς ψυχῆς τοῦ προσφιλοῦς ἡμῶν ἀδελφοῦ. — [330, 1737, 530, 1806]
article-body: Εἰς πολὺ ἐξαιρετικὰς περιστάσεις, ὅπως ἡ σημερινή, τὰ κέντρα, καὶ ἰδίως τῆς Ὁμονοίας, παρουσίασαν τόσην ζωὴν καὶ κίνησιν ὅσον χθές. Ζυθοπωλεῖα, ζαχαροπλαστεῖα, γαλακτοπωλεῖα, καφενεῖα εἶνε μέχρις ἀσφυξίας πλήρη. Εἰς τὸ Πανελλήνιον ἰδίως, τὸ Νέον Κέντρον, τὸ Ζαχαράτου καὶ ἄλλα, ὁ κόσμος ἐγλεντοῦσε ἀπὸ ὥρας. Τὰ ποτήρια τοῦ ξανθοῦ ζύθου ἀδειάζονται μὲ ἐκπληκτικὴν ταχύτητα καὶ τὸ κέφι δὲν ἀργεῖ νὰ ἔλθῃ. — [740, 365, 901, 616]
deceased-name: ΓΡΗΓΟΡΙΟΝ ΖΛΑΤΑΝΟΝ — [545, 1287, 725, 1303]
article-body: — Κάτω οἱ Βούλγαροι ! — [740, 657, 865, 670]
notice-subtitle: (Τραπεζίτου) — [395, 1829, 465, 1842]
article-headline: ΕΙΣ ΤΗΝ ΜΟΝΝΑΙ — [193, 252, 292, 299]
article-body: Ὁ Σύλλογος τῶν ἐμποροϋπαλλήλων Ἀθηνῶν κατὰ τὴν γενομένην συνεδρίασιν ἀπεφάσισε τὴν σύστασιν ταμείου ὑπὲρ τῶν οἰκογενειῶν τῶν ἐπιστράτων συναδέλφων. Ἐκλήθησαν δὲ οἱ ἔμποροι νὰ συνδράμωσιν. — [1253, 575, 1438, 686]
